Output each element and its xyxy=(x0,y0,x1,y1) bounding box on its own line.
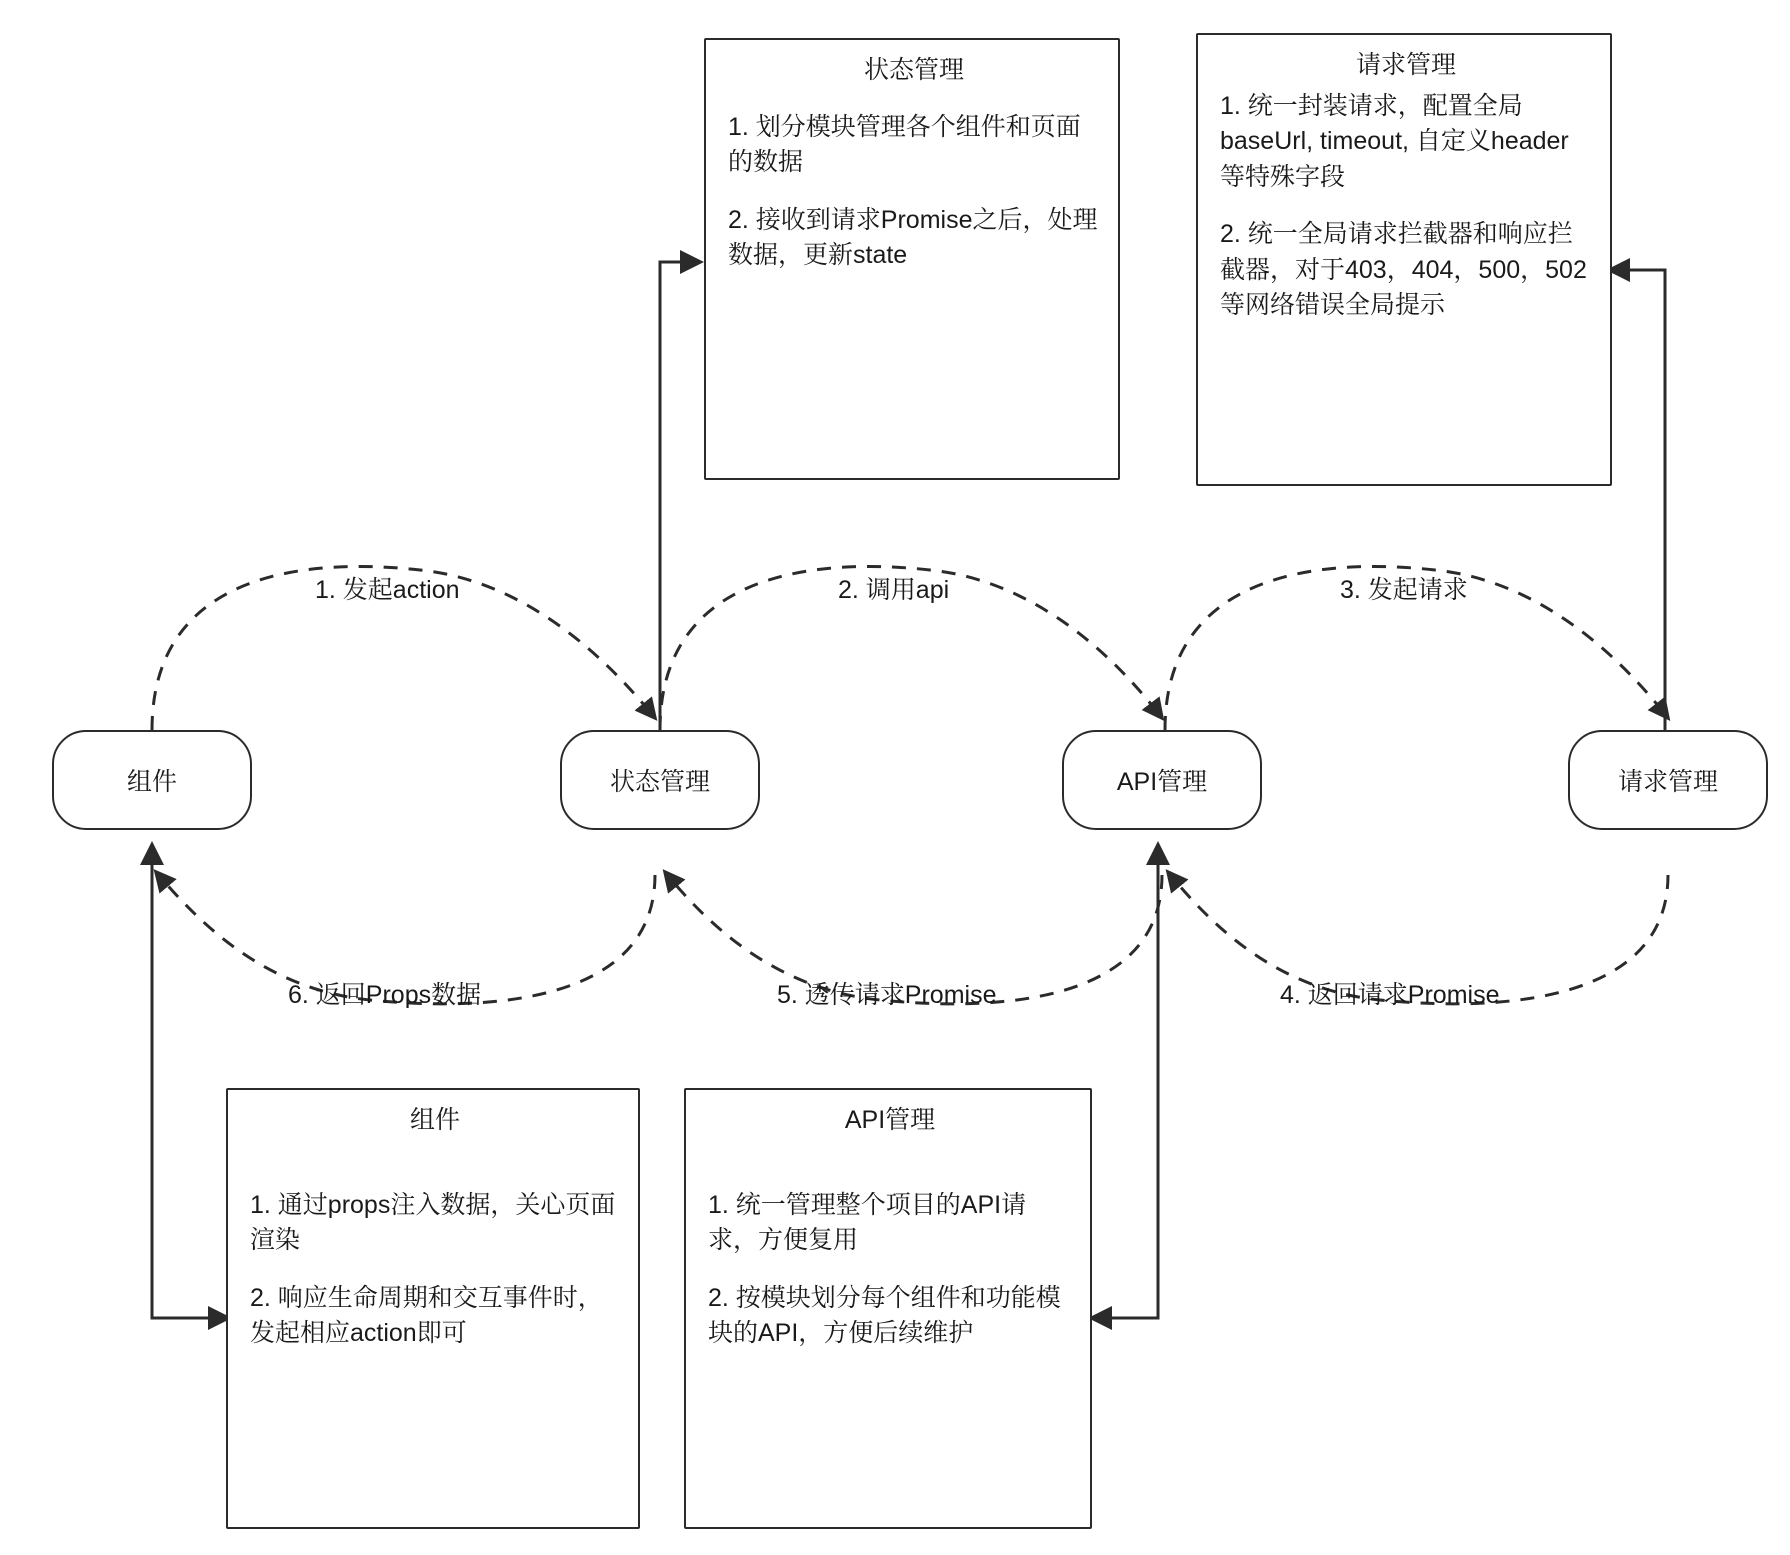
note-paragraph: 1. 统一封装请求，配置全局baseUrl, timeout, 自定义header等特殊字段 xyxy=(1220,91,1569,191)
node-api-management[interactable] xyxy=(1062,730,1262,830)
note-paragraph: 2. 接收到请求Promise之后，处理数据，更新state xyxy=(728,205,1098,270)
node-label: 请求管理 xyxy=(1617,768,1718,796)
node-state-management[interactable] xyxy=(560,730,760,830)
node-label: 组件 xyxy=(126,768,177,796)
node-component[interactable] xyxy=(52,730,252,830)
edge-label-5: 5. 透传请求Promise xyxy=(777,981,997,1009)
node-label: API管理 xyxy=(1116,768,1208,796)
note-paragraph: 2. 统一全局请求拦截器和响应拦截器，对于403，404，500，502等网络错误全局提示 xyxy=(1220,220,1587,320)
note-title: API管理 xyxy=(844,1106,936,1134)
edge-label-3: 3. 发起请求 xyxy=(1340,576,1468,604)
note-title: 请求管理 xyxy=(1355,51,1456,79)
node-label: 状态管理 xyxy=(609,768,710,796)
note-paragraph: 1. 通过props注入数据，关心页面渲染 xyxy=(250,1190,616,1255)
edge-label-1: 1. 发起action xyxy=(315,576,460,604)
note-paragraph: 1. 划分模块管理各个组件和页面的数据 xyxy=(728,112,1081,177)
note-request-management xyxy=(1196,33,1612,486)
note-paragraph: 1. 统一管理整个项目的API请求，方便复用 xyxy=(708,1190,1027,1255)
note-title: 状态管理 xyxy=(863,56,964,84)
edge-label-2: 2. 调用api xyxy=(838,576,950,604)
edge-label-4: 4. 返回请求Promise xyxy=(1280,981,1500,1009)
note-title: 组件 xyxy=(409,1106,460,1134)
note-component xyxy=(226,1088,640,1529)
note-paragraph: 2. 按模块划分每个组件和功能模块的API，方便后续维护 xyxy=(708,1283,1061,1348)
note-state-management xyxy=(704,38,1120,480)
note-paragraph: 2. 响应生命周期和交互事件时，发起相应action即可 xyxy=(250,1283,603,1348)
node-request-management[interactable] xyxy=(1568,730,1768,830)
edge-label-6: 6. 返回Props数据 xyxy=(288,981,482,1009)
note-api-management xyxy=(684,1088,1092,1529)
